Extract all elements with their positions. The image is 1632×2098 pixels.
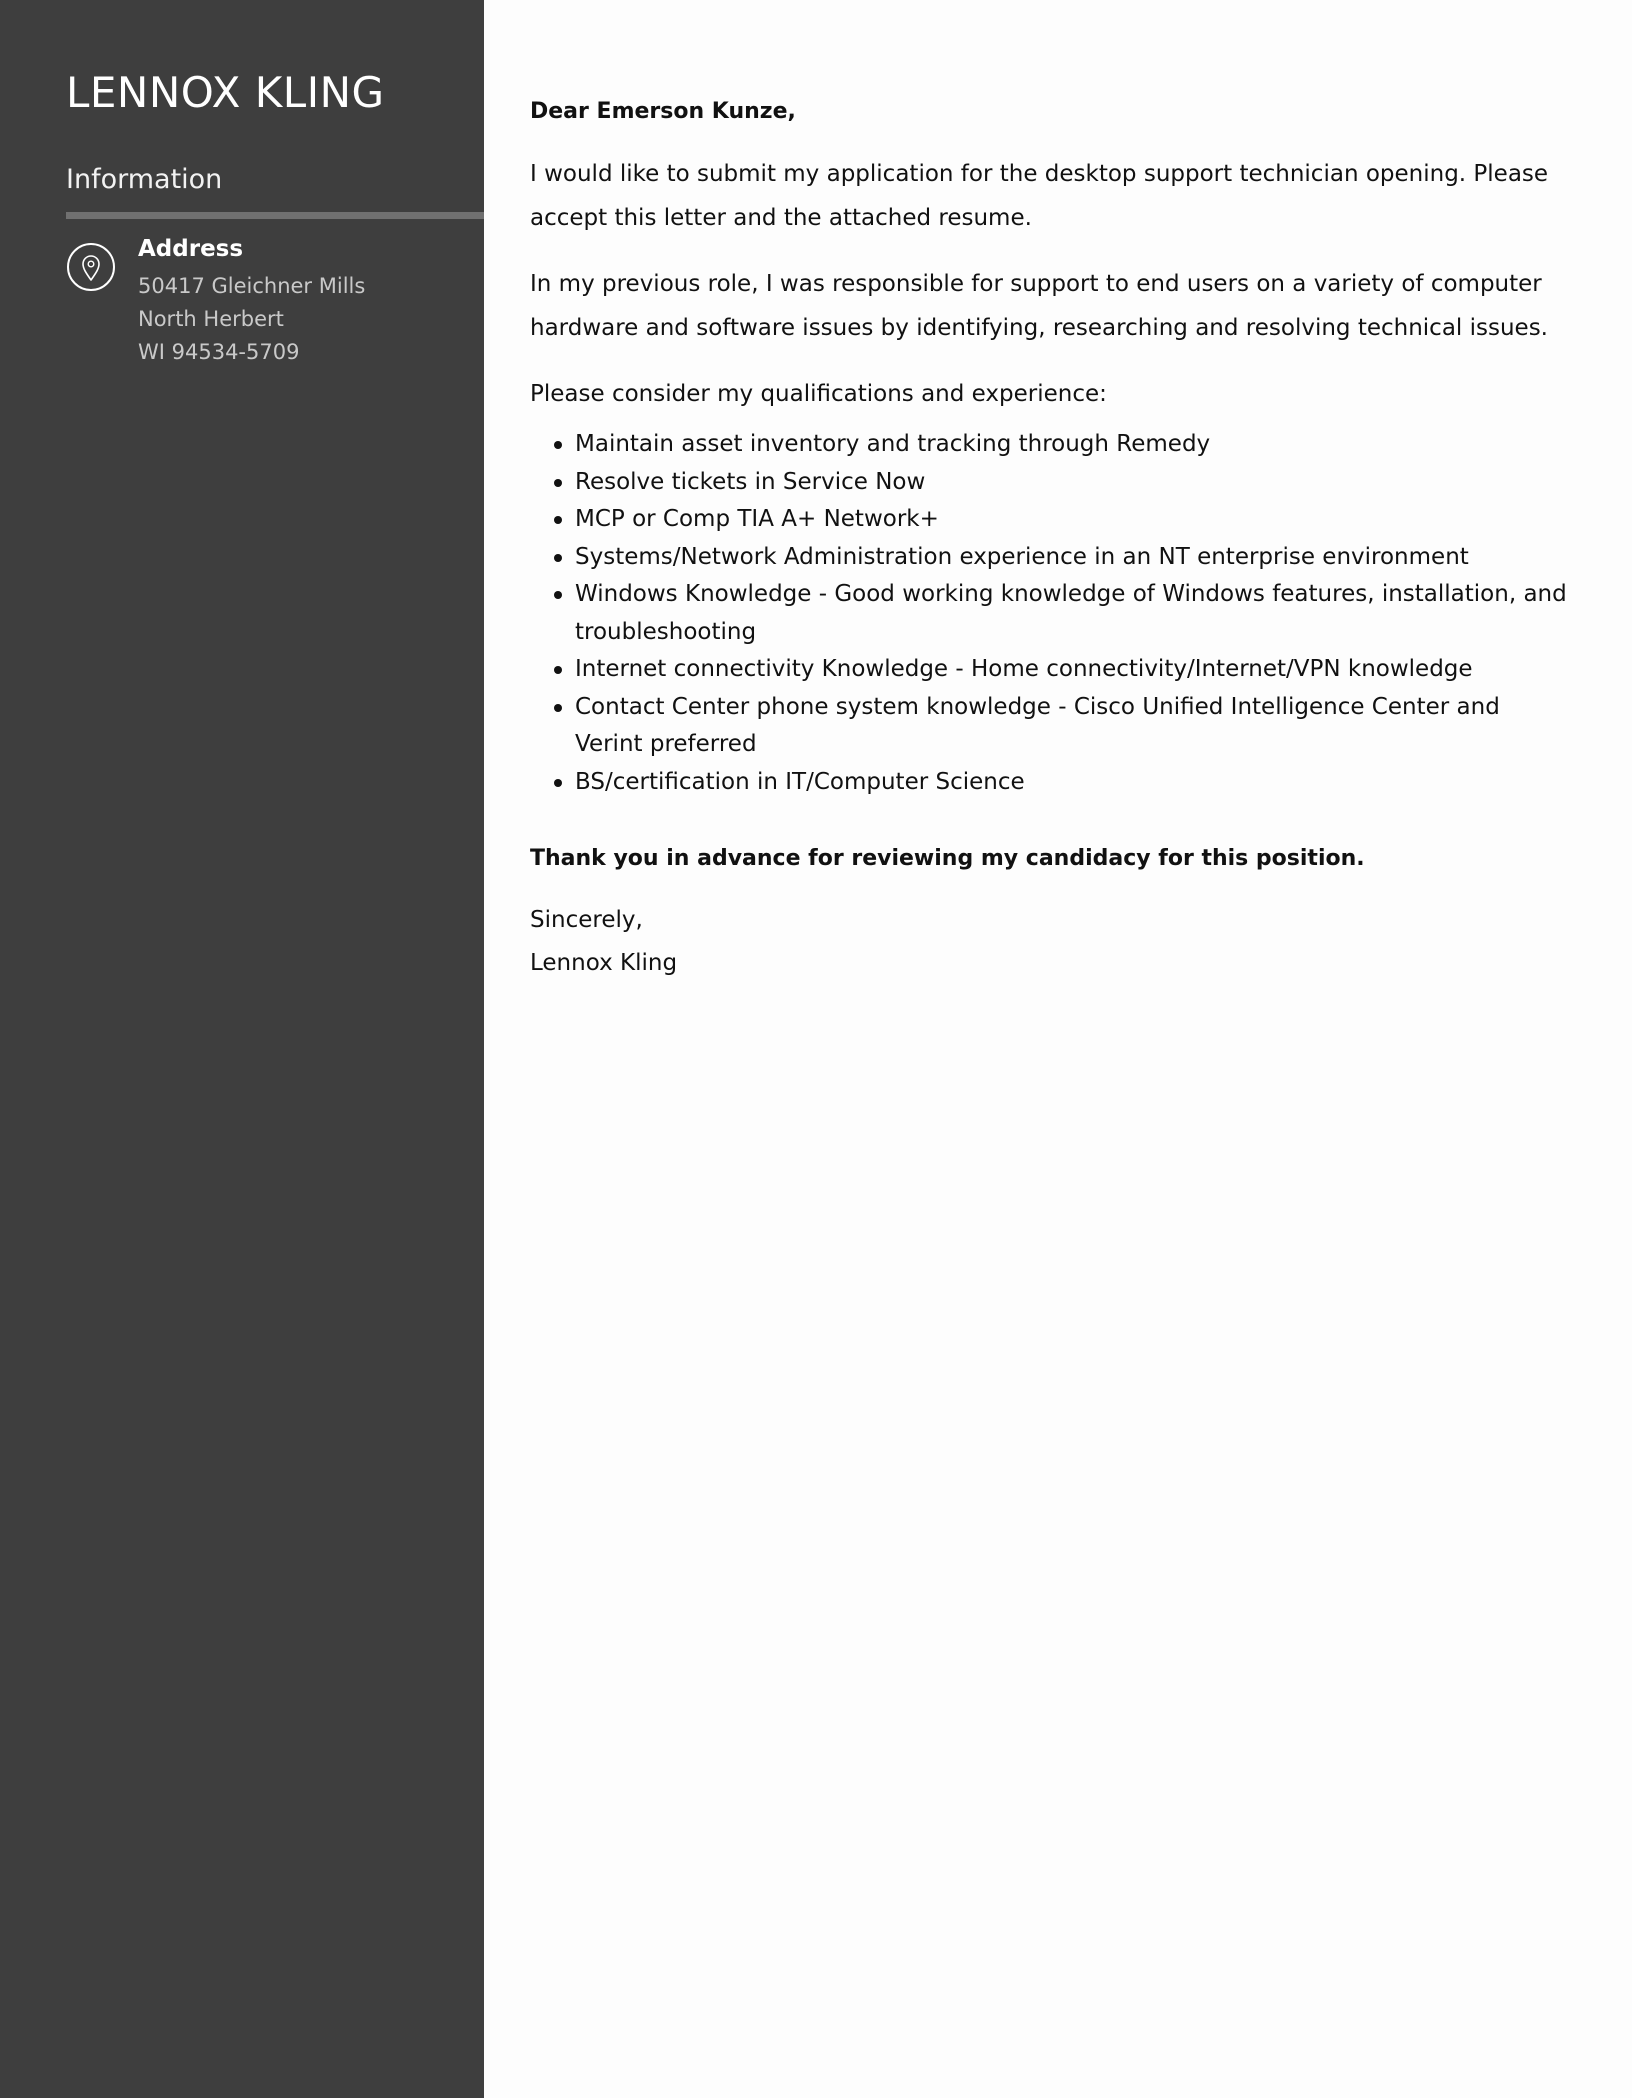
list-item: Systems/Network Administration experience in an NT enterprise environment (575, 539, 1570, 577)
qualifications-list (530, 426, 1570, 801)
address-block (138, 270, 365, 369)
list-item: Internet connectivity Knowledge - Home connectivity/Internet/VPN knowledge (575, 651, 1570, 689)
signature-name: Lennox Kling (530, 950, 678, 976)
address-line-city: North Herbert (138, 307, 284, 331)
map-pin-icon (66, 242, 116, 292)
qualifications-intro: Please consider my qualifications and experience: (530, 381, 1107, 407)
address-label: Address (138, 236, 244, 262)
list-item: Maintain asset inventory and tracking through Remedy (575, 426, 1570, 464)
salutation: Dear Emerson Kunze, (530, 99, 796, 124)
address-line-state-zip: WI 94534-5709 (138, 340, 300, 364)
sidebar (0, 0, 484, 2098)
list-item: Windows Knowledge - Good working knowledge of Windows features, installation, and troubleshooting (575, 576, 1570, 651)
section-divider (66, 212, 484, 219)
closing-statement: Thank you in advance for reviewing my candidacy for this position. (530, 846, 1365, 871)
address-line-street: 50417 Gleichner Mills (138, 274, 366, 298)
signoff: Sincerely, (530, 907, 643, 933)
experience-paragraph: In my previous role, I was responsible for support to end users on a variety of computer hardware and software issues by identifying, researching and resolving technical issues. (530, 271, 1548, 341)
list-item: MCP or Comp TIA A+ Network+ (575, 501, 1570, 539)
letter-body (530, 94, 1570, 985)
list-item: Contact Center phone system knowledge - Cisco Unified Intelligence Center and Verint preferred (575, 689, 1570, 764)
applicant-name: LENNOX KLING (66, 68, 385, 117)
list-item: Resolve tickets in Service Now (575, 464, 1570, 502)
information-heading: Information (66, 164, 223, 195)
list-item: BS/certification in IT/Computer Science (575, 764, 1570, 802)
intro-paragraph: I would like to submit my application for the desktop support technician opening. Please accept this letter and the attached resume. (530, 161, 1549, 231)
